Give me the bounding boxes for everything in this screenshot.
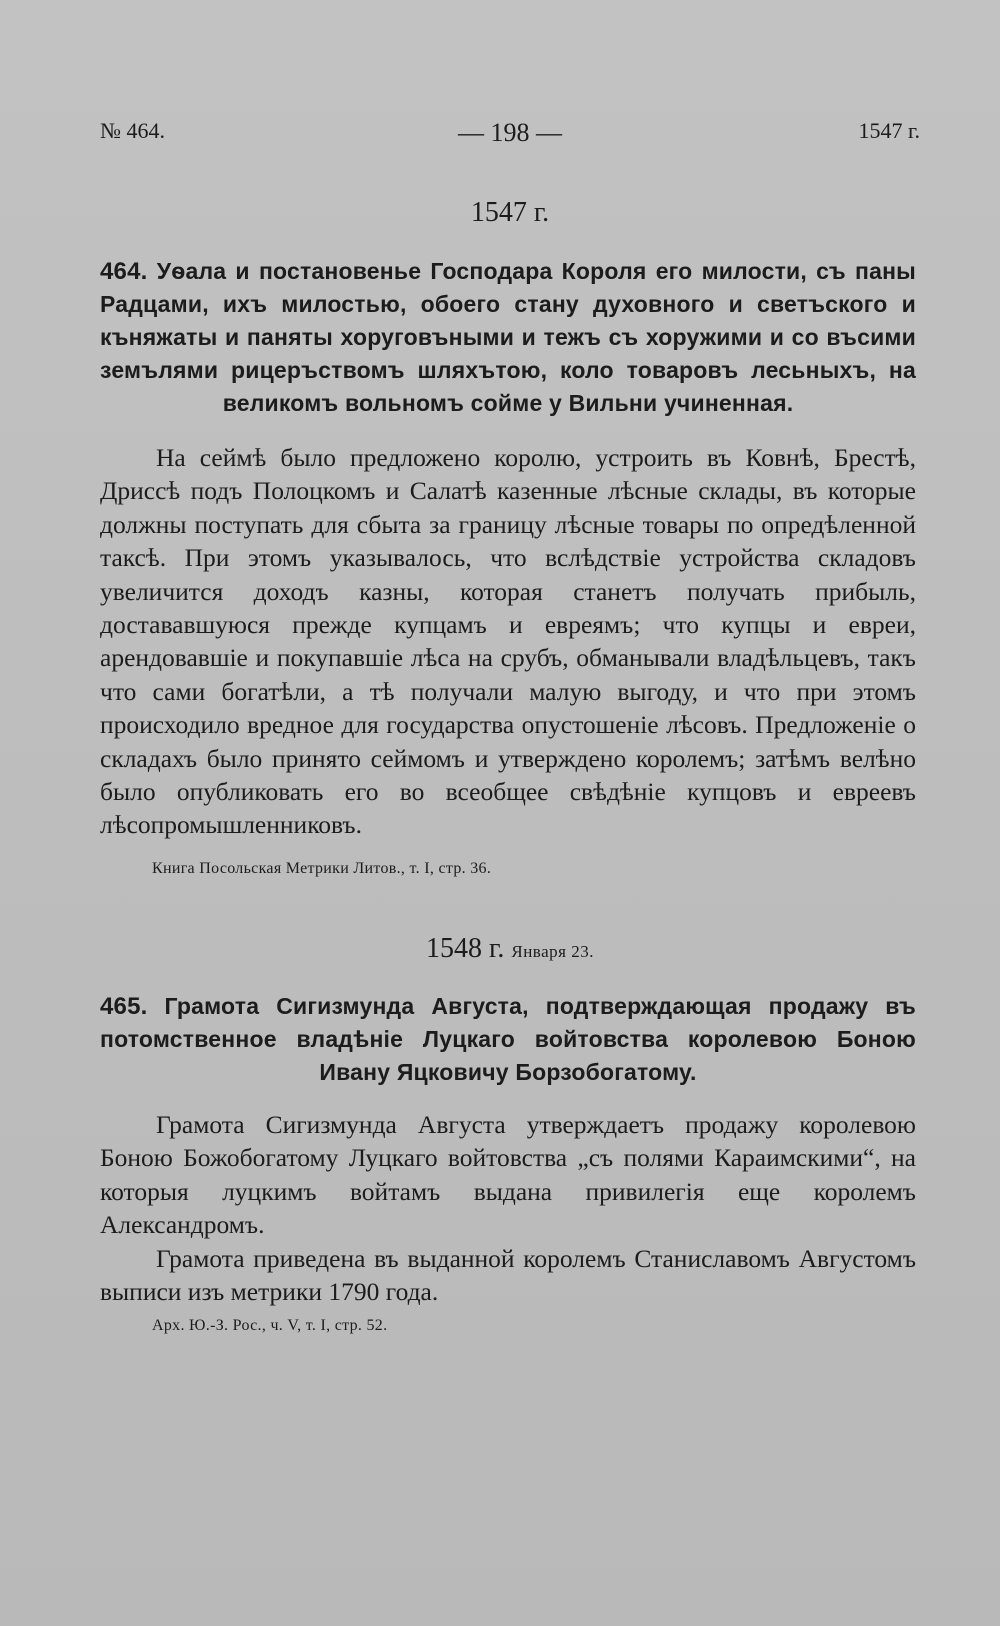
entry-465-title-text: Грамота Сигизмунда Августа, подтверждающая продажу въ потомственное владѣніе Луцкаго войтовства королевою Боною Ивану Яцковичу Борзобогатому. — [100, 993, 917, 1085]
header-year: 1547 г. — [858, 118, 920, 143]
entry-464-date: 1547 г. — [470, 197, 550, 228]
entry-464-title — [100, 255, 916, 420]
entry-464-summary — [100, 441, 916, 842]
header-document-number: № 464. — [100, 118, 165, 143]
entry-465-title — [100, 990, 916, 1089]
entry-465-paragraph-2: Грамота приведена въ выданной королемъ Станиславомъ Августомъ выписи изъ метрики 1790 года. — [100, 1243, 916, 1307]
entry-465-summary — [100, 1108, 916, 1308]
entry-464-number: 464. — [100, 258, 148, 285]
entry-465-source: Арх. Ю.-З. Рос., ч. V, т. I, стр. 52. — [152, 1317, 388, 1334]
entry-465-date-sub: Января 23. — [511, 942, 594, 961]
entry-465-paragraph-1: Грамота Сигизмунда Августа утверждаетъ продажу королевою Боною Божобогатому Луцкаго войтовства „съ полями Караимскими“, на которыя луцкимъ войтамъ выдана привилегія еще королемъ Александромъ. — [100, 1110, 916, 1240]
entry-465-date: 1548 г. Января 23. — [426, 933, 594, 964]
page-number: — 198 — — [458, 118, 562, 147]
entry-464-paragraph: На сеймѣ было предложено королю, устроить въ Ковнѣ, Брестѣ, Дриссѣ подъ Полоцкомъ и Салатѣ казенные лѣсные склады, въ которые должны поступать для сбыта за границу лѣсные товары по опредѣленной таксѣ. При этомъ указывалось, что вслѣдствіе устройства складовъ увеличится доходъ казны, которая станетъ получать прибыль, достававшуюся прежде купцамъ и евреямъ; что купцы и евреи, арендовавшіе и покупавшіе лѣса на срубъ, обманывали владѣльцевъ, такъ что сами богатѣли, а тѣ получали малую выгоду, и что при этомъ происходило вредное для государства опустошеніе лѣсовъ. Предложеніе о складахъ было принято сеймомъ и утверждено королемъ; затѣмъ велѣно было опубликовать его во всеобщее свѣдѣніе купцовъ и евреевъ лѣсопромышленниковъ. — [100, 443, 916, 840]
entry-464-source: Книга Посольская Метрики Литов., т. I, стр. 36. — [152, 860, 492, 877]
entry-465-number: 465. — [100, 993, 148, 1020]
running-header — [100, 118, 920, 152]
entry-464-title-text: Уѳала и постановенье Господара Короля его милости, съ паны Радцами, ихъ милостью, обоего стану духовного и светъского и къняжаты и паняты хоруговъными и тежъ съ хоружими и со въсими земълями рицеръствомъ шляхътою, коло товаровъ лесьныхъ, на великомъ вольномъ сойме у Вильни учиненная. — [100, 258, 916, 416]
